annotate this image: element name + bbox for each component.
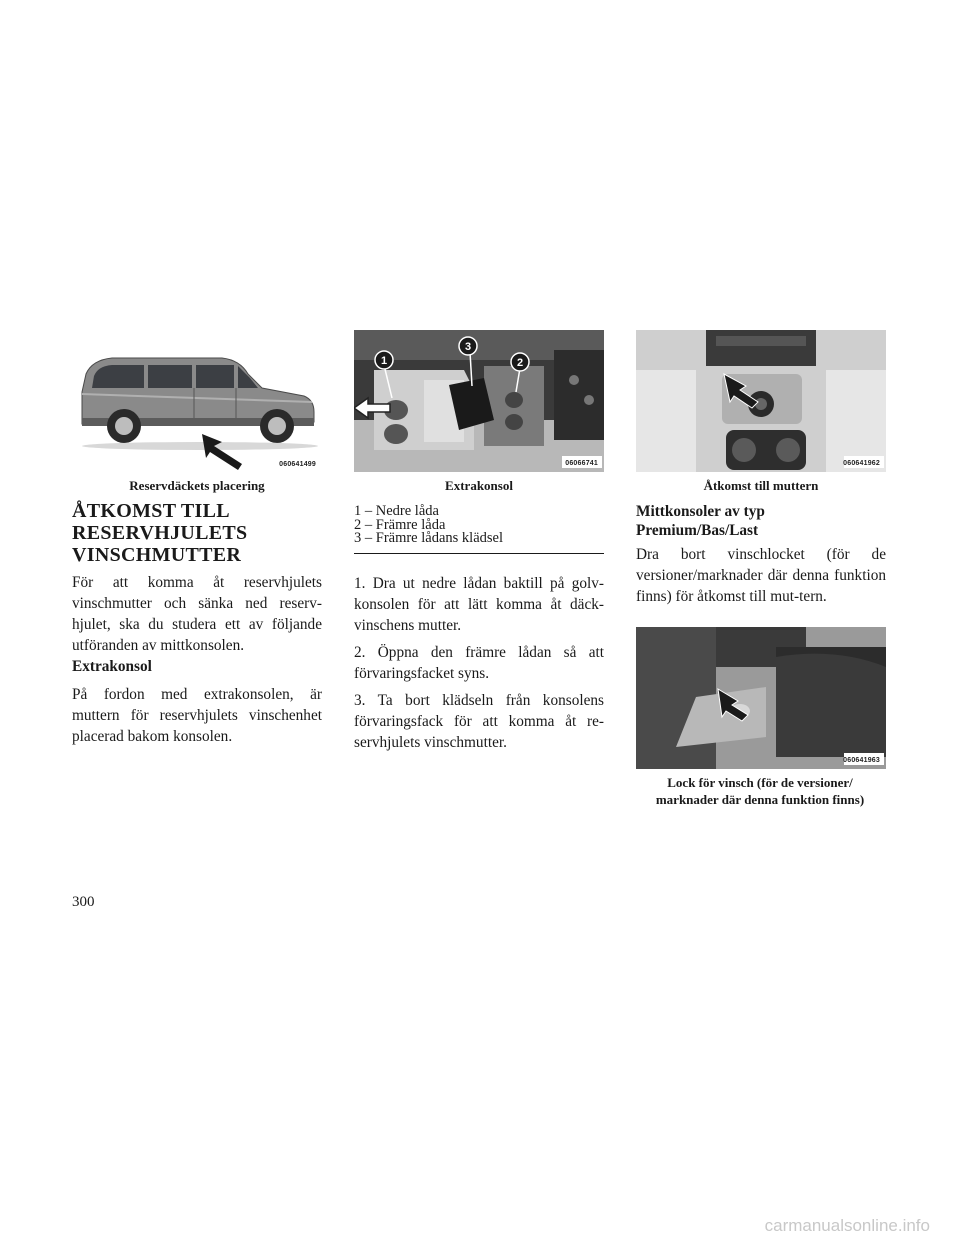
figure-caption: Åtkomst till muttern [703, 478, 819, 493]
winch-cover-photo [636, 627, 886, 769]
step-3: 3. Ta bort klädseln från konsolens förvaringsfack för att komma åt re-servhjulets vinschmutter. [354, 692, 604, 751]
figure-code: 06066741 [565, 460, 598, 467]
heading-line: RESERVHJULETS [72, 522, 248, 544]
figure-caption [610, 774, 910, 808]
figure-car-spare-location [72, 330, 322, 472]
step-2: 2. Öppna den främre lådan så att förvaringsfacket syns. [354, 644, 604, 682]
nut-access-photo [636, 330, 886, 472]
figure-extra-console [354, 330, 604, 472]
figure-code: 060641962 [843, 460, 880, 467]
callout-label: 2 [516, 357, 524, 369]
figure-code: 060641963 [843, 757, 880, 764]
figure-legend [354, 505, 604, 546]
page-number: 300 [72, 894, 95, 910]
subheading-line: Mittkonsoler av typ [636, 503, 765, 520]
figure-caption: Reservdäckets placering [129, 478, 265, 493]
caption-line: marknader där denna funktion finns) [655, 792, 865, 807]
heading-line: VINSCHMUTTER [72, 544, 242, 566]
caption-line: Lock för vinsch (för de versioner/ [667, 775, 853, 790]
subheading-extra-console: Extrakonsol [72, 658, 152, 675]
heading-line: ÅTKOMST TILL [72, 500, 230, 522]
subheading-center-consoles [636, 502, 765, 540]
console-photo [354, 330, 604, 472]
center-console-paragraph: Dra bort vinschlocket (för de versioner/marknader där denna funktion finns) för åtkomst till mut-tern. [636, 546, 886, 605]
figure-nut-access [636, 330, 886, 472]
callout-label: 1 [380, 355, 388, 367]
legend-item: 2 – Främre låda [354, 516, 446, 533]
callout-label: 3 [464, 341, 472, 353]
watermark: carmanualsonline.info [764, 1216, 930, 1235]
step-1: 1. Dra ut nedre lådan baktill på golv-konsolen för att lätt komma åt däck-vinschens mutter. [354, 575, 604, 634]
intro-paragraph: För att komma åt reservhjulets vinschmutter och sänka ned reserv-hjulet, ska du studera ett av följande utföranden av mittkonsolen. [72, 574, 322, 654]
legend-item: 1 – Nedre låda [354, 503, 439, 519]
figure-winch-cover [636, 627, 886, 769]
section-heading [72, 500, 332, 566]
figure-code: 060641499 [279, 461, 316, 468]
figure-caption: Extrakonsol [445, 478, 513, 493]
subheading-line: Premium/Bas/Last [636, 522, 759, 539]
minivan-illustration [72, 330, 322, 472]
legend-item: 3 – Främre lådans klädsel [354, 530, 503, 546]
legend-divider [354, 553, 604, 554]
extra-console-paragraph: På fordon med extrakonsolen, är muttern för reservhjulets vinschenhet placerad bakom konsolen. [72, 686, 322, 745]
